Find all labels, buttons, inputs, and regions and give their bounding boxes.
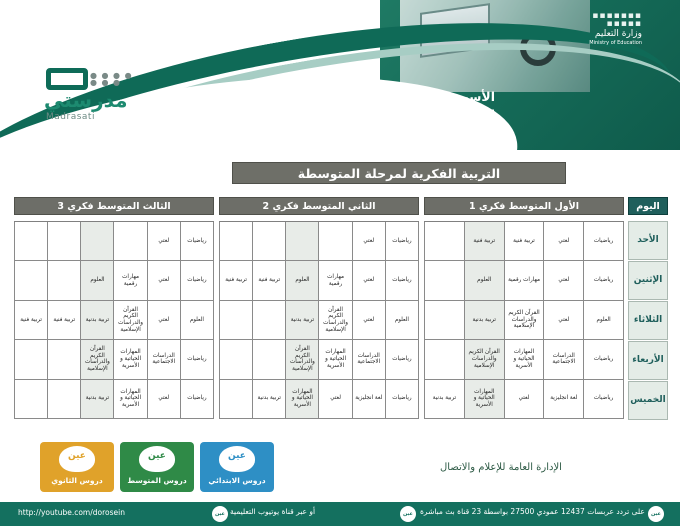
table-cell: رياضيات [385,261,419,299]
madrasati-logo-en: Madrasati [46,112,95,122]
table-cell: رياضيات [180,380,214,418]
table-cell: لغتي [543,222,583,260]
table-cell: المهارات الحياتية و الأسرية [504,340,544,378]
table-cell: العلوم [583,301,624,339]
table-cell: العلوم [80,261,113,299]
table-cell [47,261,80,299]
lesson-badges [40,442,280,494]
middle-lessons-button[interactable] [120,442,194,492]
table-cell: مهارات رقمية [113,261,146,299]
table-cell: تربية بدنية [80,301,113,339]
ministry-logo [589,12,642,47]
ain-logo-text: عين [228,451,246,461]
table-cell [219,222,252,260]
table-row [14,301,214,340]
table-row [424,301,624,340]
ministry-dots-icon: ▪▪▪▪▪▪▪ ▪▪▪▪▪ [592,11,642,29]
table-row [14,340,214,379]
table-cell: لغتي [147,301,180,339]
table-cell [219,380,252,418]
table-cell [424,261,464,299]
table-row [424,380,624,419]
block-title: الأول المتوسط فكري 1 [424,197,624,215]
table-row [14,222,214,261]
table-cell: رياضيات [180,261,214,299]
table-cell: الدراسات الاجتماعية [352,340,385,378]
table-cell: رياضيات [583,222,624,260]
table-cell: تربية بدنية [285,301,318,339]
table-cell [318,222,351,260]
secondary-lessons-button[interactable] [40,442,114,492]
day-cell: الثلاثاء [628,301,668,340]
day-cell: الأحد [628,221,668,260]
table-cell [14,222,47,260]
table-cell: تربية فنية [504,222,544,260]
ain-logo-text: عين [148,451,166,461]
table-cell: لغتي [352,222,385,260]
table-cell [47,380,80,418]
table-cell [14,261,47,299]
block-body [14,221,214,419]
badge-label: دروس الثانوي [51,476,103,485]
table-cell: تربية بدنية [464,301,504,339]
table-cell: تربية فنية [252,261,285,299]
table-cell [252,301,285,339]
table-cell: رياضيات [385,380,419,418]
table-cell [47,340,80,378]
table-cell [14,340,47,378]
table-cell: لغتي [318,380,351,418]
table-cell [47,222,80,260]
table-cell: مهارات رقمية [318,261,351,299]
table-row [219,380,419,419]
table-cell: القرآن الكريم والدراسات الإسلامية [318,301,351,339]
day-cell: الخميس [628,381,668,420]
table-row [14,380,214,419]
table-cell: القرآن الكريم والدراسات الإسلامية [504,301,544,339]
table-cell: لغتي [543,301,583,339]
block-body [219,221,419,419]
day-header: اليوم [628,197,668,215]
table-cell: رياضيات [385,222,419,260]
tv-frequency-text: على تردد عربسات 12437 عمودي 27500 بواسطة 23 قناة بث مباشرة [420,507,645,516]
week-line-1: الأسبوع العاشر [402,89,495,104]
table-row [219,340,419,379]
table-row [424,222,624,261]
table-cell [252,222,285,260]
primary-lessons-button[interactable] [200,442,274,492]
table-cell: رياضيات [180,340,214,378]
table-cell: القرآن الكريم والدراسات الإسلامية [285,340,318,378]
table-cell: لغتي [147,261,180,299]
madrasati-dots-icon: ● ● ● ● ● ● ● [90,71,133,87]
ain-footer-icon: عين [400,506,416,522]
table-cell: تربية بدنية [252,380,285,418]
table-cell: لغتي [504,380,544,418]
table-cell [14,380,47,418]
badge-label: دروس الابتدائي [208,476,266,485]
table-row [424,340,624,379]
badge-label: دروس المتوسط [127,476,187,485]
table-cell [252,340,285,378]
table-cell [113,222,146,260]
media-department-calligraphy: الإدارة العامة للإعلام والاتصال [440,462,562,473]
ministry-name-ar: وزارة التعليم [594,29,642,39]
table-cell [80,222,113,260]
table-cell: تربية فنية [14,301,47,339]
table-cell [285,222,318,260]
table-cell: المهارات الحياتية و الأسرية [464,380,504,418]
table-cell: المهارات الحياتية و الأسرية [285,380,318,418]
ministry-name-en: Ministry of Education [589,40,642,46]
table-cell: العلوم [180,301,214,339]
table-cell: لغتي [147,380,180,418]
table-cell: العلوم [285,261,318,299]
table-cell: مهارات رقمية [504,261,544,299]
madrasati-board-icon [46,68,88,90]
table-cell: رياضيات [180,222,214,260]
youtube-channel-text: أو عبر قناة يوتيوب التعليمية [230,507,316,516]
table-cell: المهارات الحياتية و الأسرية [113,380,146,418]
table-cell: المهارات الحياتية و الأسرية [113,340,146,378]
madrasati-logo [38,62,138,132]
table-cell: رياضيات [583,380,624,418]
table-cell: العلوم [385,301,419,339]
table-cell: القرآن الكريم والدراسات الإسلامية [113,301,146,339]
block-body [424,221,624,419]
table-cell: لغة انجليزية [352,380,385,418]
table-cell [424,222,464,260]
table-cell: رياضيات [385,340,419,378]
table-cell: المهارات الحياتية و الأسرية [318,340,351,378]
block-title: الثالث المتوسط فكري 3 [14,197,214,215]
table-row [219,222,419,261]
week-title [361,88,495,124]
week-line-2: الفصل الثاني 1443هـ [360,107,495,122]
table-row [219,261,419,300]
table-cell: تربية بدنية [424,380,464,418]
ain-footer-icon: عين [648,506,664,522]
table-cell: رياضيات [583,261,624,299]
ain-footer-icon: عين [212,506,228,522]
table-row [219,301,419,340]
table-cell [219,301,252,339]
table-cell [424,301,464,339]
madrasati-logo-ar: مدرستي [44,88,128,112]
table-cell [424,340,464,378]
table-cell: القرآن الكريم والدراسات الإسلامية [80,340,113,378]
page-title: التربية الفكرية لمرحلة المتوسطة [232,162,566,184]
table-cell: الدراسات الاجتماعية [147,340,180,378]
block-title: الثاني المتوسط فكري 2 [219,197,419,215]
ain-logo-text: عين [68,451,86,461]
day-cell: الأربعاء [628,341,668,380]
footer-bar [0,502,680,526]
youtube-url-link[interactable]: http://youtube.com/dorosein [18,508,125,517]
table-cell: لغة انجليزية [543,380,583,418]
table-cell: تربية فنية [47,301,80,339]
table-cell: الدراسات الاجتماعية [543,340,583,378]
day-cell: الإثنين [628,261,668,300]
table-row [424,261,624,300]
table-cell: القرآن الكريم والدراسات الإسلامية [464,340,504,378]
table-cell: لغتي [352,261,385,299]
table-cell: لغتي [543,261,583,299]
table-cell: لغتي [147,222,180,260]
table-cell: لغتي [352,301,385,339]
table-cell: تربية فنية [464,222,504,260]
table-cell: رياضيات [583,340,624,378]
table-cell: تربية فنية [219,261,252,299]
table-cell [219,340,252,378]
table-cell: تربية بدنية [80,380,113,418]
header-banner [0,0,680,150]
table-cell: العلوم [464,261,504,299]
table-row [14,261,214,300]
